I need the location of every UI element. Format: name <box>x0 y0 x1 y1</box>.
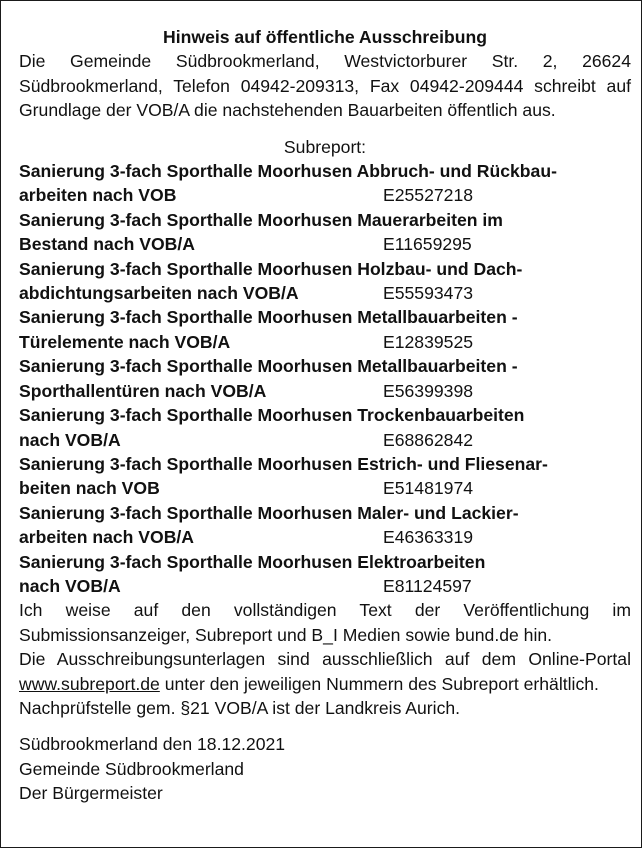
tender-item <box>19 257 631 306</box>
closing-role-line: Der Bürgermeister <box>19 783 163 804</box>
tender-item-tail: nach VOB/A <box>19 575 121 596</box>
documents-availability-paragraph <box>19 647 631 696</box>
tender-item-code: E46363319 <box>383 527 474 548</box>
subreport-link[interactable]: www.subreport.de <box>19 673 160 694</box>
tender-item-tail: beiten nach VOB <box>19 478 160 499</box>
subreport-label: Subreport: <box>283 136 367 157</box>
tender-item-tail: Bestand nach VOB/A <box>19 234 195 255</box>
tender-item <box>19 501 631 550</box>
tender-item-title: Sanierung 3-fach Sporthalle Moorhusen Trockenbauarbeiten <box>19 405 525 426</box>
tender-item-code: E56399398 <box>383 380 474 401</box>
tender-item-code: E51481974 <box>383 478 474 499</box>
tender-item-title: Sanierung 3-fach Sporthalle Moorhusen Mauerarbeiten im <box>19 209 503 230</box>
tender-item <box>19 452 631 501</box>
tender-item <box>19 208 631 257</box>
tender-item-tail: nach VOB/A <box>19 429 121 450</box>
tender-item-title: Sanierung 3-fach Sporthalle Moorhusen Maler- und Lackier- <box>19 502 519 523</box>
tender-item <box>19 305 631 354</box>
review-body-paragraph: Nachprüfstelle gem. §21 VOB/A ist der Landkreis Aurich. <box>19 697 461 718</box>
tender-item-code: E12839525 <box>383 331 474 352</box>
tender-item-title: Sanierung 3-fach Sporthalle Moorhusen Abbruch- und Rückbau- <box>19 161 557 182</box>
tender-item <box>19 403 631 452</box>
notice-content <box>19 25 631 806</box>
notice-title: Hinweis auf öffentliche Ausschreibung <box>163 27 487 47</box>
tender-item-tail: Sporthallentüren nach VOB/A <box>19 380 267 401</box>
tender-item-tail: arbeiten nach VOB <box>19 185 177 206</box>
intro-paragraph: Die Gemeinde Südbrookmerland, Westvictorburer Str. 2, 26624 Südbrookmerland, Telefon 04942-209313, Fax 04942-209444 schreibt auf Grundlage der VOB/A die nachstehenden Bauarbeiten öffentlich aus. <box>19 51 631 121</box>
tender-item-tail: abdichtungsarbeiten nach VOB/A <box>19 283 299 304</box>
tender-item-code: E11659295 <box>383 234 472 255</box>
documents-text-after: unter den jeweiligen Nummern des Subreport erhältlich. <box>159 673 599 694</box>
tender-item-code: E81124597 <box>383 575 472 596</box>
publication-reference-paragraph: Ich weise auf den vollständigen Text der Veröffentlichung im Submissionsanzeiger, Subreport und B_I Medien sowie bund.de hin. <box>19 600 631 645</box>
closing-org-line: Gemeinde Südbrookmerland <box>19 758 244 779</box>
tender-item <box>19 354 631 403</box>
tender-item-tail: Türelemente nach VOB/A <box>19 331 231 352</box>
tender-item <box>19 550 631 599</box>
tender-item-title: Sanierung 3-fach Sporthalle Moorhusen Estrich- und Fliesenar- <box>19 453 548 474</box>
tender-item-code: E55593473 <box>383 283 474 304</box>
tender-item-code: E25527218 <box>383 185 474 206</box>
tender-item <box>19 159 631 208</box>
tender-item-title: Sanierung 3-fach Sporthalle Moorhusen Elektroarbeiten <box>19 551 486 572</box>
tender-list <box>19 159 631 598</box>
tender-item-title: Sanierung 3-fach Sporthalle Moorhusen Metallbauarbeiten - <box>19 307 518 328</box>
tender-item-tail: arbeiten nach VOB/A <box>19 527 195 548</box>
closing-signature <box>19 732 631 805</box>
documents-text-before: Die Ausschreibungsunterlagen sind ausschließlich auf dem Online-Portal <box>19 649 631 670</box>
tender-item-title: Sanierung 3-fach Sporthalle Moorhusen Holzbau- und Dach- <box>19 258 523 279</box>
closing-date-line: Südbrookmerland den 18.12.2021 <box>19 734 286 755</box>
tender-item-code: E68862842 <box>383 429 474 450</box>
tender-item-title: Sanierung 3-fach Sporthalle Moorhusen Metallbauarbeiten - <box>19 356 518 377</box>
